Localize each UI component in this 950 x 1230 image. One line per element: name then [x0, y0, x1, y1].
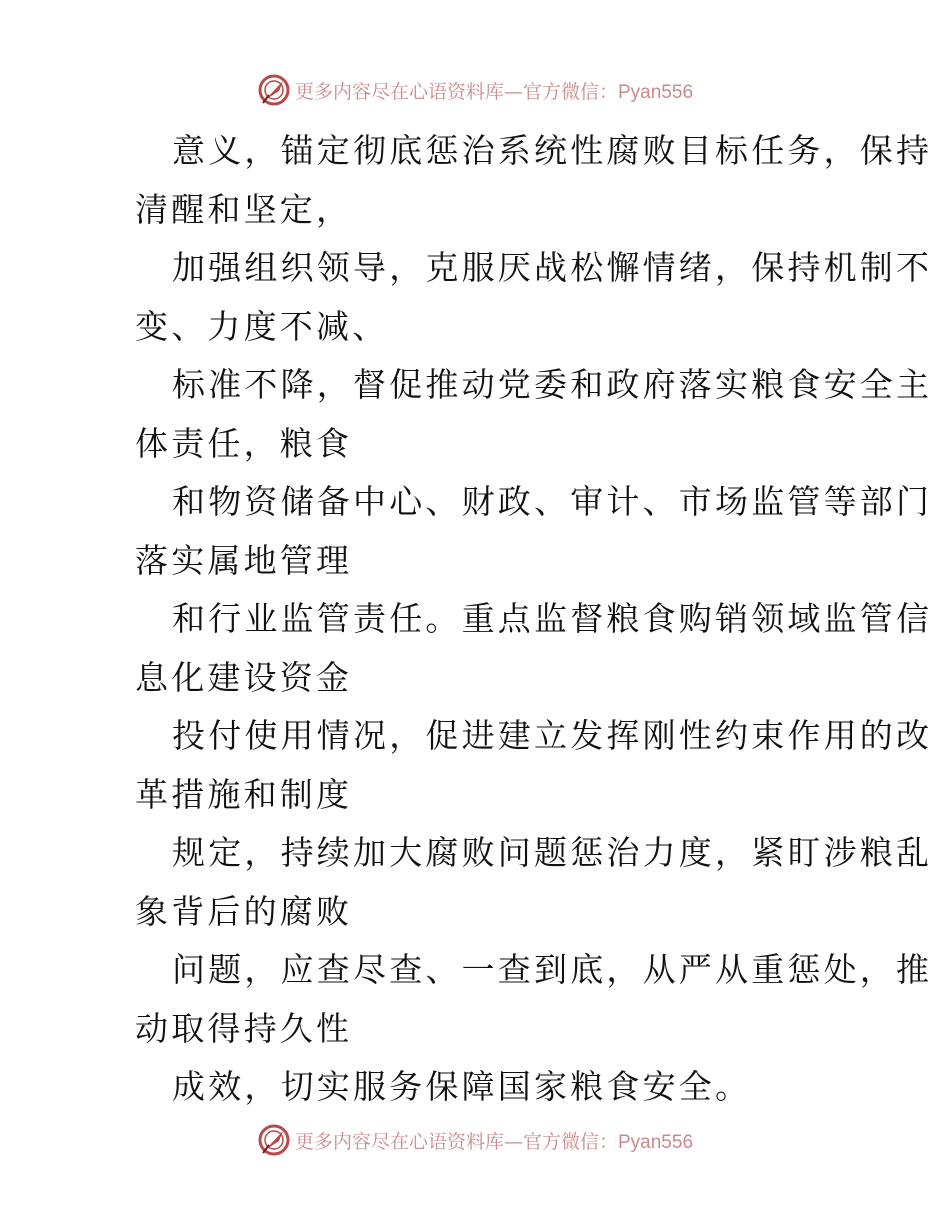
watermark-wechat-label: —官方微信：: [503, 80, 618, 103]
paragraph-line: 问题，应查尽查、一查到底，从严从重惩处，推: [172, 950, 933, 989]
paragraph-line: 息化建设资金: [135, 657, 353, 697]
paragraph-line: 和物资储备中心、财政、审计、市场监管等部门: [172, 482, 933, 521]
paragraph-6: [98, 707, 933, 824]
paragraph-9: [98, 1058, 858, 1117]
paragraph-8: [98, 941, 933, 1058]
paragraph-line: 变、力度不减、: [135, 306, 389, 346]
quill-seal-icon: [257, 73, 291, 107]
paragraph-line: 加强组织领导，克服厌战松懈情绪，保持机制不: [172, 248, 933, 287]
paragraph-line: 体责任，粮食: [135, 423, 353, 463]
watermark-library-text: 更多内容尽在心语资料库: [294, 1130, 504, 1153]
watermark-text: [295, 77, 693, 104]
watermark-library-text: 更多内容尽在心语资料库: [294, 80, 504, 103]
paragraph-line: 标准不降，督促推动党委和政府落实粮食安全主: [172, 365, 933, 404]
paragraph-line: 投付使用情况，促进建立发挥刚性约束作用的改: [172, 716, 933, 755]
watermark-wechat-id: Pyan556: [618, 1131, 694, 1153]
paragraph-line: 落实属地管理: [135, 540, 353, 580]
watermark-wechat-id: Pyan556: [618, 81, 694, 103]
paragraph-line: 成效，切实服务保障国家粮食安全。: [172, 1067, 752, 1106]
paragraph-2: [98, 239, 933, 356]
paragraph-line: 革措施和制度: [135, 774, 353, 814]
paragraph-line: 象背后的腐败: [135, 891, 353, 931]
paragraph-line: 清醒和坚定，: [135, 189, 353, 229]
paragraph-line: 和行业监管责任。重点监督粮食购销领域监管信: [172, 599, 933, 638]
document-body: [98, 122, 933, 1117]
paragraph-1: [98, 122, 933, 239]
paragraph-5: [98, 590, 933, 707]
paragraph-line: 动取得持久性: [135, 1008, 353, 1048]
paragraph-line: 规定，持续加大腐败问题惩治力度，紧盯涉粮乱: [172, 833, 933, 872]
paragraph-line: 意义，锚定彻底惩治系统性腐败目标任务，保持: [172, 131, 933, 170]
paragraph-7: [98, 824, 933, 941]
header-watermark: [0, 70, 950, 110]
footer-watermark: [0, 1120, 950, 1160]
watermark-wechat-label: —官方微信：: [503, 1130, 618, 1153]
watermark-text: [295, 1127, 693, 1154]
paragraph-3: [98, 356, 933, 473]
paragraph-4: [98, 473, 933, 590]
quill-seal-icon: [257, 1123, 291, 1157]
